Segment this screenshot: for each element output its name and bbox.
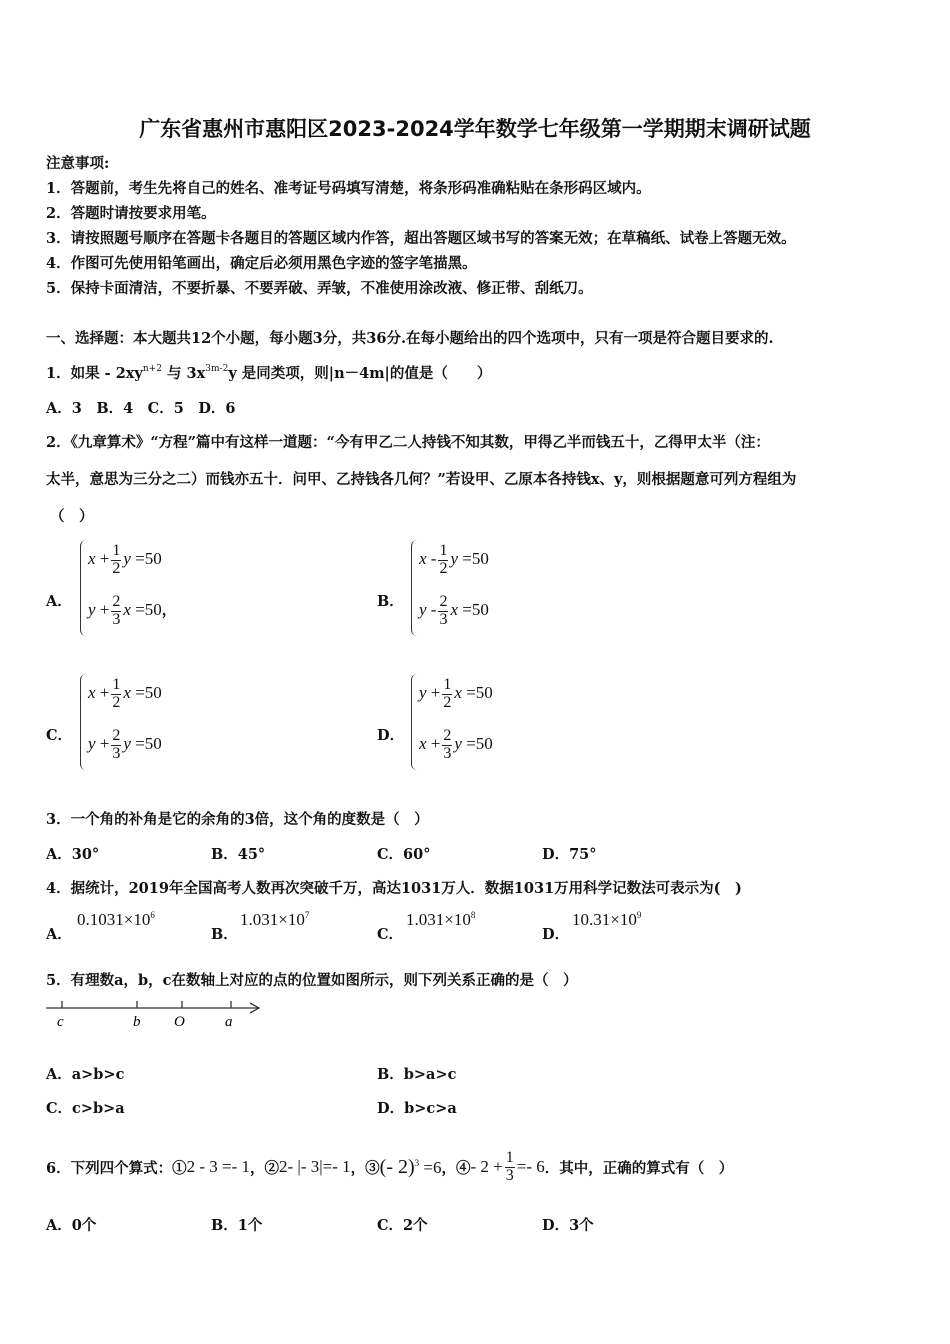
option-b: B．b>a>c [377, 1066, 457, 1083]
option-label: D． [542, 926, 570, 943]
option-c: C．2个 [377, 1217, 428, 1234]
label-b: b [133, 1014, 141, 1030]
option-b: B．45° [211, 846, 266, 863]
option-a: A．30° [46, 846, 100, 863]
option-c: C．60° [377, 846, 431, 863]
number-line [40, 996, 270, 1036]
question-2-stem: （ ） [50, 508, 94, 525]
question-2-stem: 太半，意思为三分之二）而钱亦五十．问甲、乙持钱各几何？”若设甲、乙原本各持钱x、y，则根据题意可列方程组为 [46, 471, 797, 488]
label-o: O [174, 1014, 185, 1030]
brace [411, 674, 418, 770]
question-4-stem: 4．据统计，2019年全国高考人数再次突破千万，高达1031万人．数据1031万用科学记数法可表示为( ) [46, 880, 742, 897]
label-c: c [57, 1014, 64, 1030]
notice-item: 4．作图可先使用铅笔画出，确定后必须用黑色字迹的签字笔描黑。 [46, 255, 477, 272]
equation-row: y + $\frac{2}{3}$ y =50 [88, 727, 162, 762]
option-label: C． [377, 926, 404, 943]
notice-item: 3．请按照题号顺序在答题卡各题目的答题区域内作答，超出答题区域书写的答案无效；在草稿纸、试卷上答题无效。 [46, 230, 796, 247]
brace [80, 540, 87, 636]
equation-row: y - $\frac{2}{3}$ x =50 [419, 593, 489, 628]
notice-item: 5．保持卡面清洁，不要折暴、不要弄破、弄皱，不准使用涂改液、修正带、刮纸刀。 [46, 280, 593, 297]
equation-row: y + $\frac{1}{2}$ x =50 [419, 676, 493, 711]
page-title: 广东省惠州市惠阳区2023-2024学年数学七年级第一学期期末调研试题 [139, 117, 811, 141]
question-3-stem: 3．一个角的补角是它的余角的3倍，这个角的度数是（ ） [46, 811, 429, 828]
notice-item: 1．答题前，考生先将自己的姓名、准考证号码填写清楚，将条形码准确粘贴在条形码区域内。 [46, 180, 651, 197]
equation-row: x + $\frac{2}{3}$ y =50 [419, 727, 493, 762]
equation-row: x + $\frac{1}{2}$ y =50 [88, 542, 162, 577]
notice-heading: 注意事项: [46, 155, 110, 172]
option-a: A．0个 [46, 1217, 97, 1234]
option-d: D．75° [542, 846, 597, 863]
question-2-stem: 2．《九章算术》“方程”篇中有这样一道题：“今有甲乙二人持钱不知其数，甲得乙半而钱五十，乙得甲太半（注： [46, 434, 770, 451]
question-1-stem: 1．如果 - $2xy^{n+2}$ 与 $3x^{3m-2}y$ 是同类项，则|n－4m|的值是（ ） [46, 364, 492, 382]
question-1-options: A．3 B．4 C．5 D．6 [46, 400, 236, 417]
option-label: D． [377, 727, 405, 744]
notice-item: 2．答题时请按要求用笔。 [46, 205, 216, 222]
equation-row: x - $\frac{1}{2}$ y =50 [419, 542, 489, 577]
option-b: B．1个 [211, 1217, 263, 1234]
option-c: C．c>b>a [46, 1100, 125, 1117]
question-6-stem: 6．下列四个算式：① 2 - 3 =- 1 ，② 2- |- 3|=- 1 ，③ (- 2)$^3$ =6 ，④ - 2 + $\frac{1}{3}$ =- 6 ．其中，正确的算式有（ ） [46, 1149, 734, 1184]
option-d: D．b>c>a [377, 1100, 457, 1117]
option-label: C． [46, 727, 73, 744]
equation-row: x + $\frac{1}{2}$ x =50 [88, 676, 162, 711]
option-a: A．a>b>c [46, 1066, 125, 1083]
section-heading: 一、选择题：本大题共12个小题，每小题3分，共36分.在每小题给出的四个选项中，只有一项是符合题目要求的. [46, 330, 774, 347]
label-a: a [225, 1014, 233, 1030]
option-label: A． [46, 593, 72, 610]
option-a-expression: $0.1031\times 10^6$ [77, 910, 155, 929]
option-label: A． [46, 926, 72, 943]
equation-row: y + $\frac{2}{3}$ x =50， [88, 593, 177, 628]
option-c-expression: $1.031\times 10^8$ [406, 910, 476, 929]
option-label: B． [211, 926, 238, 943]
question-5-stem: 5．有理数a，b，c在数轴上对应的点的位置如图所示，则下列关系正确的是（ ） [46, 972, 578, 989]
option-label: B． [377, 593, 404, 610]
option-b-expression: $1.031\times 10^7$ [240, 910, 310, 929]
option-d: D．3个 [542, 1217, 594, 1234]
option-d-expression: $10.31\times 10^9$ [572, 910, 642, 929]
brace [411, 540, 418, 636]
brace [80, 674, 87, 770]
